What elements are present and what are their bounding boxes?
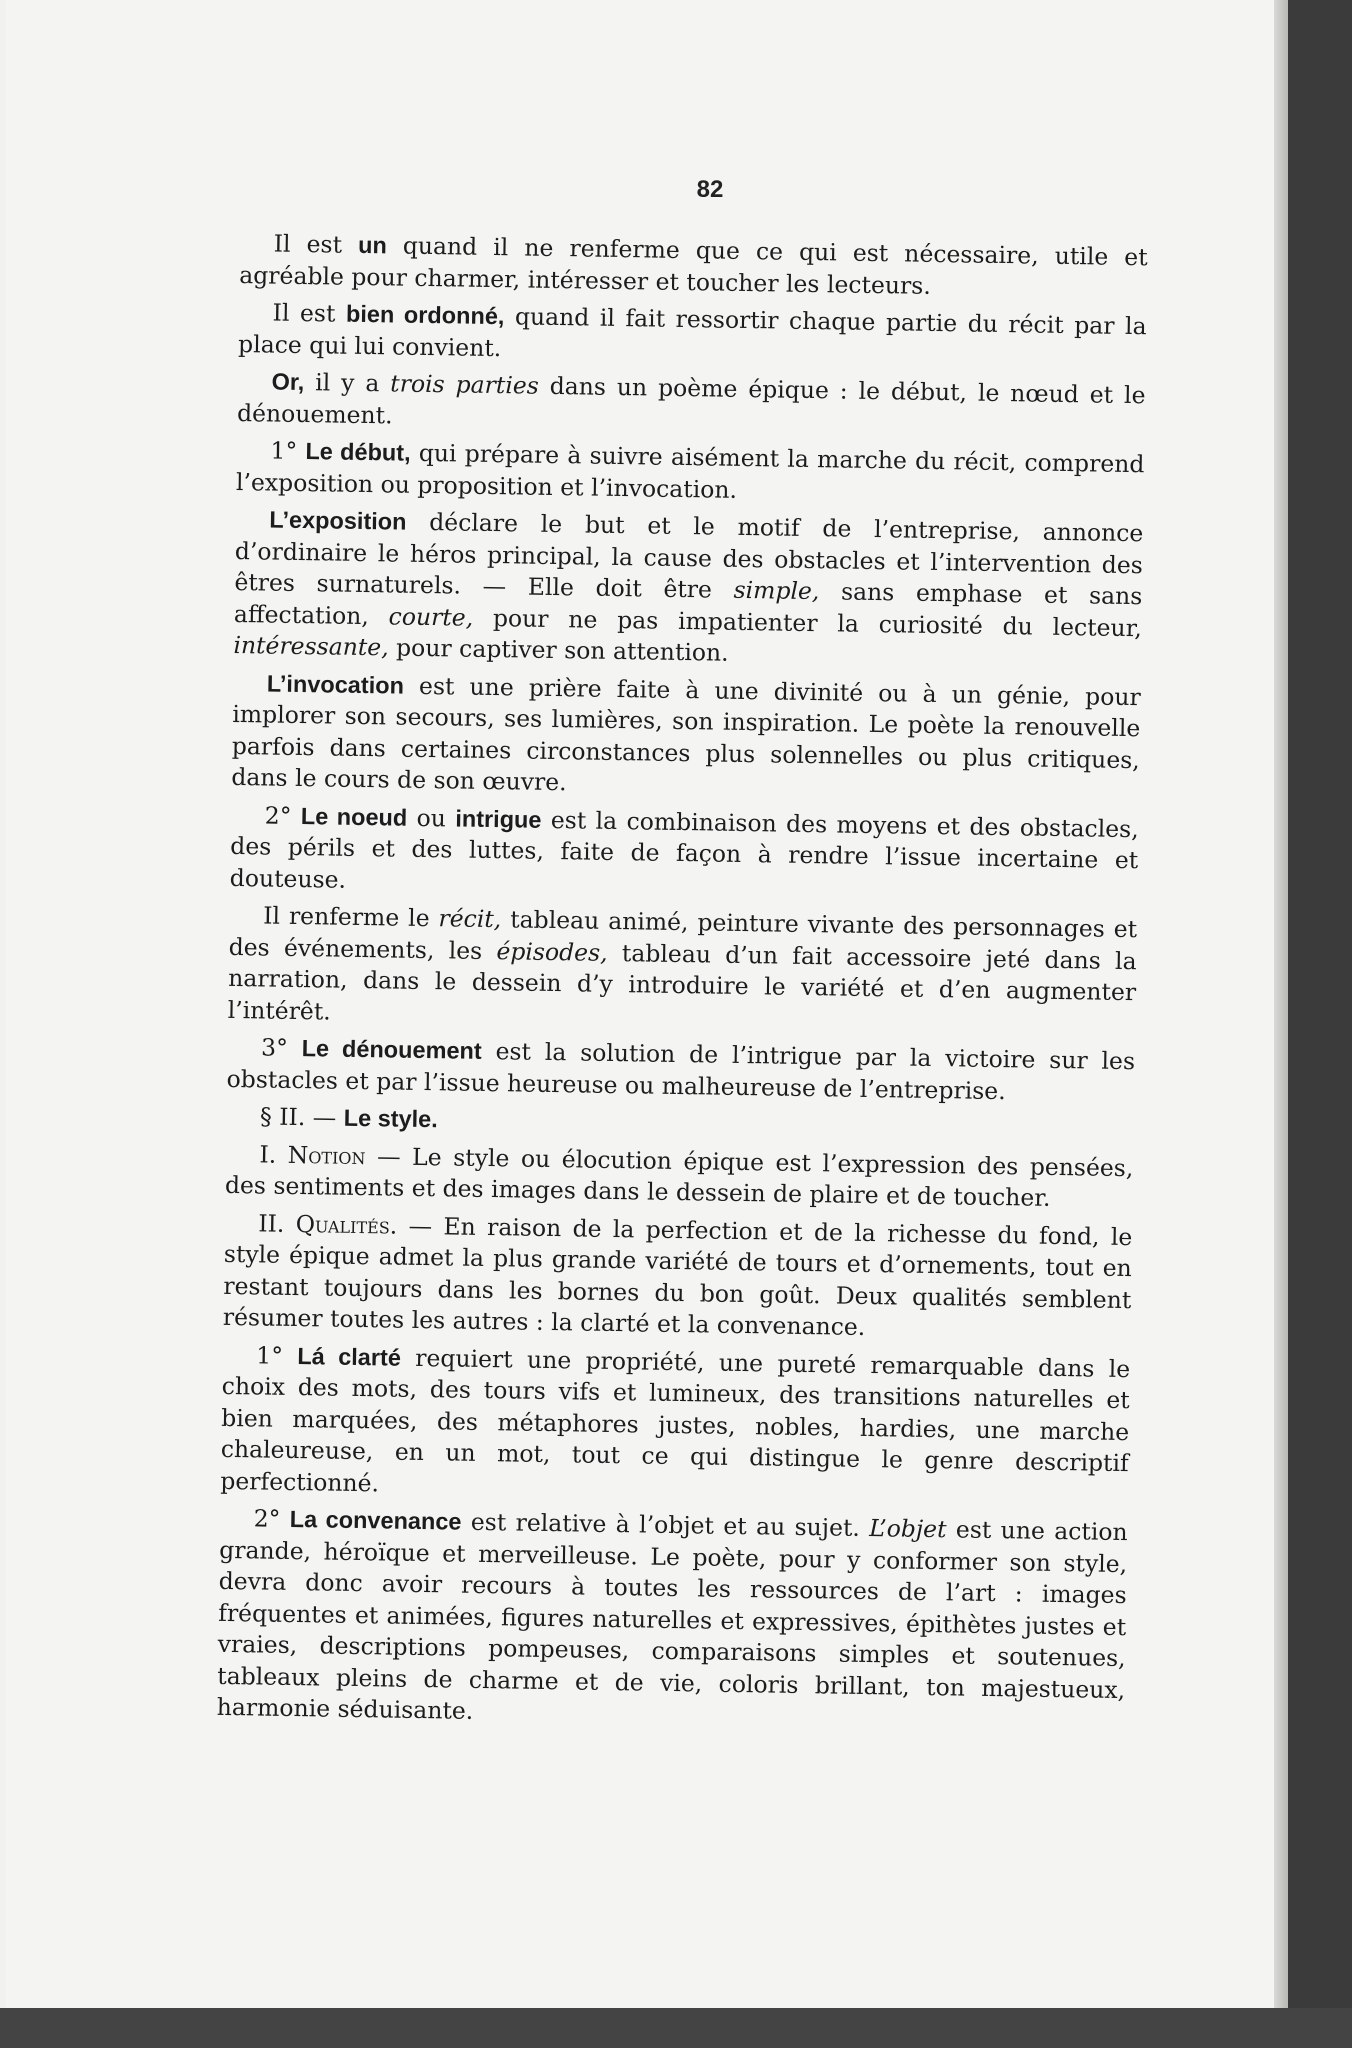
text-run: ou [407,803,456,832]
paragraph [237,366,1146,443]
paragraph [217,1503,1128,1738]
text-run: § II. — [259,1102,344,1132]
page-body [216,228,1147,1744]
paragraph [233,504,1143,676]
italic-term: intéressante, [233,630,389,662]
text-run: est une action grande, héroïque et merveilleuse. Le poète, pour y conformer son style, devra donc avoir recours à toutes les ressources de l’art : images fréquentes et animées, figures naturelles et expressives, épithètes justes et vraies, descriptions pompeuses, comparaisons simples et soutenues, tableaux pleins de charme et de vie, coloris brillant, ton majestueux, harmonie séduisante. [216,1515,1128,1725]
paragraph [225,1138,1134,1215]
text-run: 2° [264,800,302,830]
italic-term: récit, [438,904,502,934]
paragraph [236,435,1145,512]
page-edge [1274,0,1288,2008]
text-run: qui prépare à suivre aisément la marche du récit, comprend l’exposition ou proposition et l’invocation. [235,438,1145,504]
text-run: 2° [253,1504,291,1533]
italic-term: épisodes, [496,936,608,967]
paragraph [239,228,1148,305]
text-run: dans un poème épique : le début, le nœud et le dénouement. [236,371,1146,429]
text-run: déclare le but et le motif de l’entreprise, annonce d’ordinaire le héros principal, la cause des obstacles et l’intervention des êtres surnaturels. — Elle doit être [234,507,1144,604]
italic-term: L’objet [869,1514,947,1544]
text-run: Il est [272,298,347,328]
text-run: tableau d’un fait accessoire jeté dans la narration, dans le dessein d’y introduire le variété et d’en augmenter l’intérêt. [227,938,1137,1026]
text-run: II. [258,1208,296,1238]
italic-term: simple, [733,575,820,606]
scanner-border-right [1288,0,1352,2048]
text-run: est la solution de l’intrigue par la victoire sur les obstacles et par l’issue heureuse ou malheureuse de l’entreprise. [226,1036,1136,1105]
bold-term: intrigue [455,804,542,833]
text-run: Il renferme le [262,901,439,933]
text-run: I. [259,1139,288,1169]
paragraph [220,1339,1130,1511]
text-run: Il est [273,229,359,259]
text-run: 1° [256,1340,298,1370]
italic-term: courte, [388,601,474,632]
paragraph [230,799,1139,908]
text-run: 1° [270,436,306,466]
small-caps-term: Qualités. [295,1209,398,1240]
epic-structure-section [226,228,1148,1109]
bold-term: Le style. [343,1104,438,1133]
bold-term: Lá clarté [297,1342,402,1371]
text-run: — En raison de la perfection et de la richesse du fond, le style épique admet la plus grande variété de tours et d’ornements, tout en restant toujours dans les bornes du bon goût. Deux qualités semblent résumer toutes les autres : la clarté et la convenance. [222,1211,1133,1341]
text-run: sans emphase et sans affectation, [233,577,1143,630]
text-run: il y a [304,368,391,398]
page-number: 82 [696,176,724,203]
bold-term: L’exposition [269,506,407,535]
style-section [217,1138,1134,1737]
bold-term: bien ordonné, [345,300,505,330]
text-run: pour ne pas impatienter la curiosité du lecteur, [472,603,1143,642]
text-run: quand il ne renferme que ce qui est nécessaire, utile et agréable pour charmer, intéresser et toucher les lecteurs. [239,231,1148,300]
paragraph [238,297,1147,374]
bold-term: La convenance [289,1505,462,1535]
text-run: requiert une propriété, une pureté remarquable dans le choix des mots, des tours vifs et lumineux, des transitions naturelles et bien marquées, des métaphores justes, nobles, hardies, une marche chaleureuse, en un mot, tout ce qui distingue le genre descriptif perfectionné. [220,1343,1131,1497]
paragraph [231,667,1141,807]
bold-term: Le noeud [300,802,408,831]
text-run: pour captiver son attention. [388,633,729,667]
bold-term: L’invocation [266,669,405,699]
italic-term: trois parties [390,369,540,400]
text-run: est relative à l’objet et au sujet. [461,1507,870,1543]
text-run: 3° [260,1033,302,1063]
bold-term: Le début, [305,438,411,466]
scanner-border-bottom [0,2008,1352,2048]
bold-term: Le dénouement [301,1035,482,1064]
paragraph [226,1032,1135,1109]
small-caps-term: Notion [287,1140,366,1170]
text-run: est une prière faite à une divinité ou à un génie, pour implorer son secours, ses lumières, son inspiration. Le poète la renouvelle parfois dans certaines circonstances plus solennelles ou plus critiques, dans le cours de son œuvre. [231,671,1141,797]
text-run: tableau animé, peinture vivante des personnages et des événements, les [228,905,1138,965]
text-run: est la combinaison des moyens et des obstacles, des périls et des luttes, faite de façon à rendre l’issue incertaine et douteuse. [229,805,1139,894]
paragraph [223,1207,1133,1347]
bold-term: Or, [271,368,305,396]
text-run: — Le style ou élocution épique est l’expression des pensées, des sentiments et des images dans le dessein de plaire et de toucher. [224,1141,1134,1212]
paragraph [227,900,1137,1040]
bold-term: un [357,231,388,259]
text-run: quand il fait ressortir chaque partie du récit par la place qui lui convient. [237,302,1147,362]
